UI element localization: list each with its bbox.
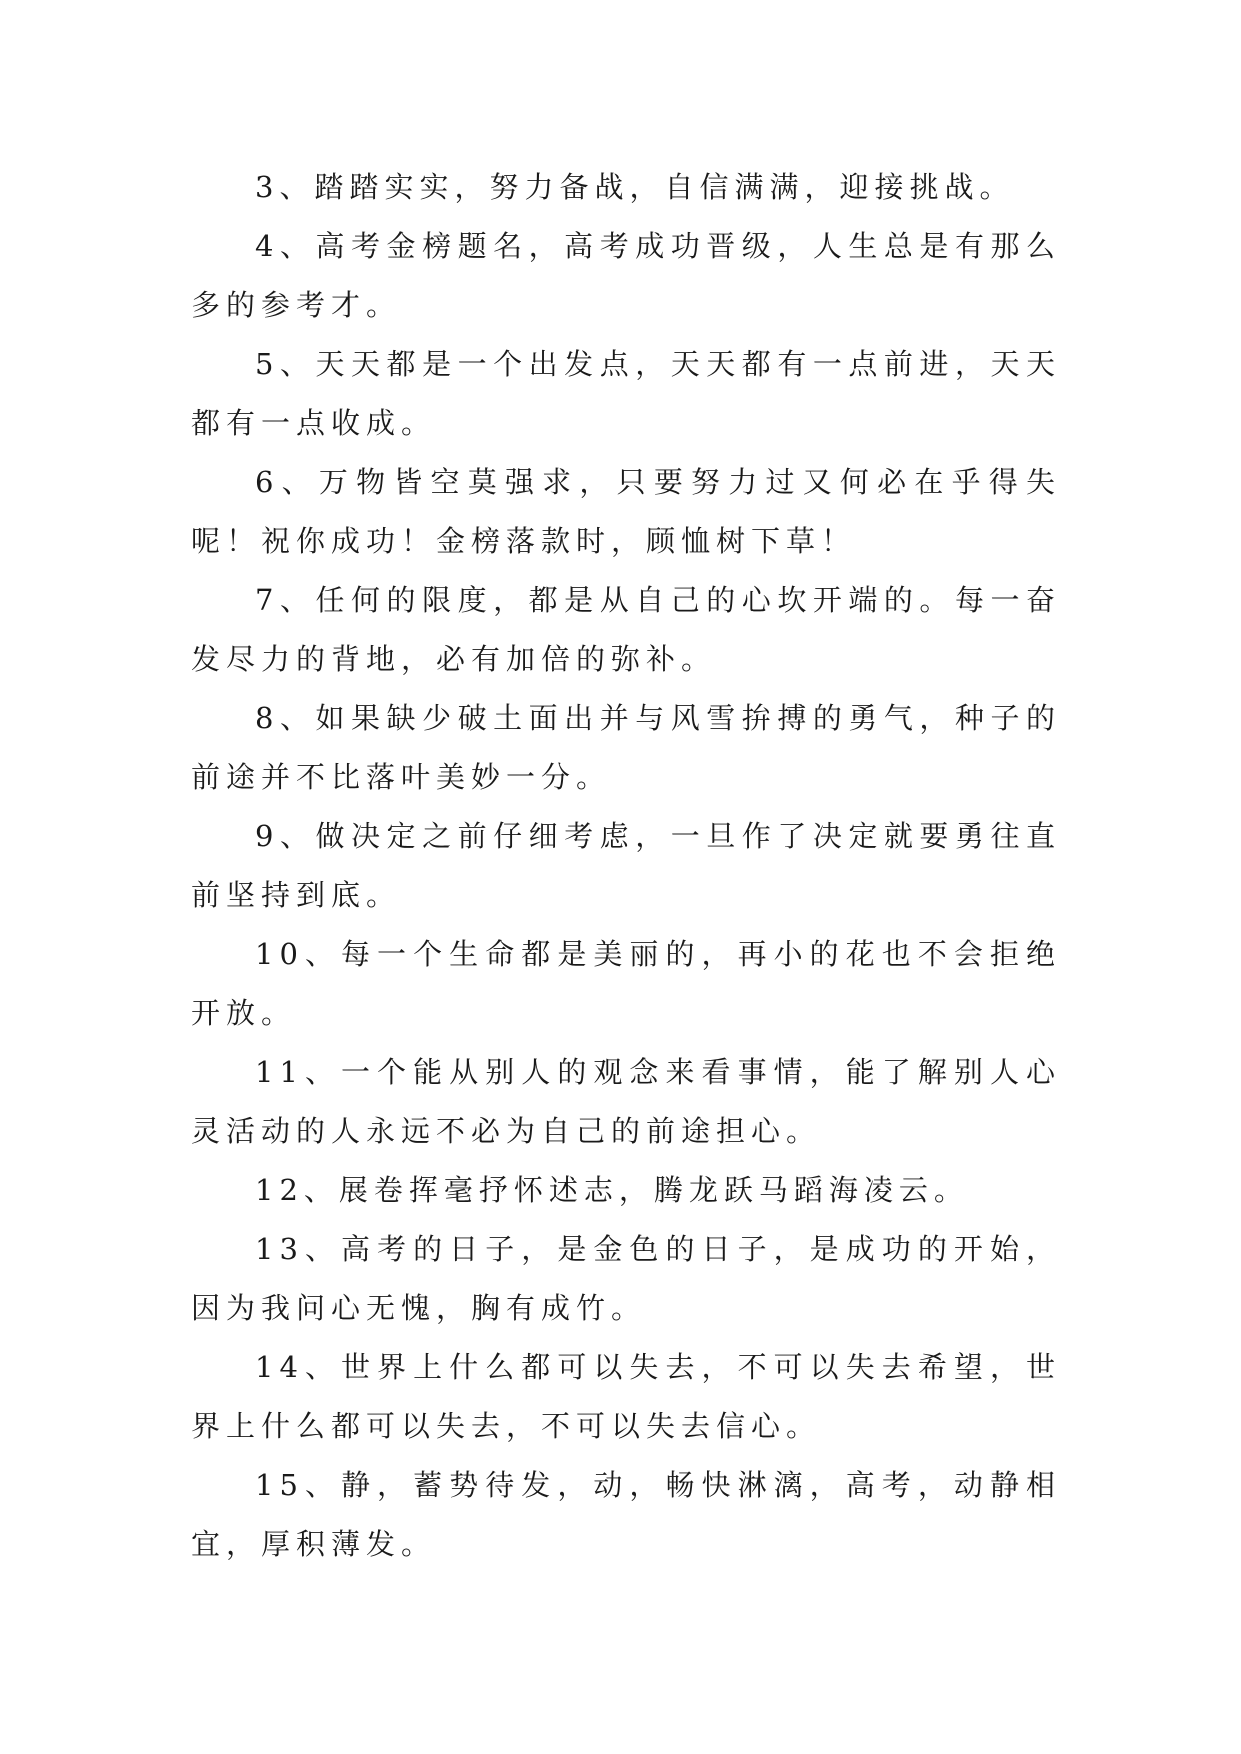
paragraph-7: 7、任何的限度，都是从自己的心坎开端的。每一奋发尽力的背地，必有加倍的弥补。 [191,583,1061,676]
document-body [191,158,1061,1574]
paragraph-14: 14、世界上什么都可以失去，不可以失去希望，世界上什么都可以失去，不可以失去信心。 [191,1350,1061,1443]
paragraph-13: 13、高考的日子，是金色的日子，是成功的开始，因为我问心无愧，胸有成竹。 [191,1232,1061,1325]
paragraph-11: 11、一个能从别人的观念来看事情，能了解别人心灵活动的人永远不必为自己的前途担心。 [191,1055,1061,1148]
paragraph-6: 6、万物皆空莫强求，只要努力过又何必在乎得失呢！祝你成功！金榜落款时，顾恤树下草！ [191,465,1061,558]
paragraph-9: 9、做决定之前仔细考虑，一旦作了决定就要勇往直前坚持到底。 [191,819,1061,912]
paragraph-8: 8、如果缺少破土面出并与风雪拚搏的勇气，种子的前途并不比落叶美妙一分。 [191,701,1061,794]
paragraph-3: 3、踏踏实实，努力备战，自信满满，迎接挑战。 [255,170,1015,204]
paragraph-10: 10、每一个生命都是美丽的，再小的花也不会拒绝开放。 [191,937,1061,1030]
paragraph-5: 5、天天都是一个出发点，天天都有一点前进，天天都有一点收成。 [191,347,1061,440]
paragraph-4: 4、高考金榜题名，高考成功晋级，人生总是有那么多的参考才。 [191,229,1061,322]
paragraph-15: 15、静，蓄势待发，动，畅快淋漓，高考，动静相宜，厚积薄发。 [191,1468,1061,1561]
paragraph-12: 12、展卷挥毫抒怀述志，腾龙跃马蹈海凌云。 [255,1173,969,1207]
